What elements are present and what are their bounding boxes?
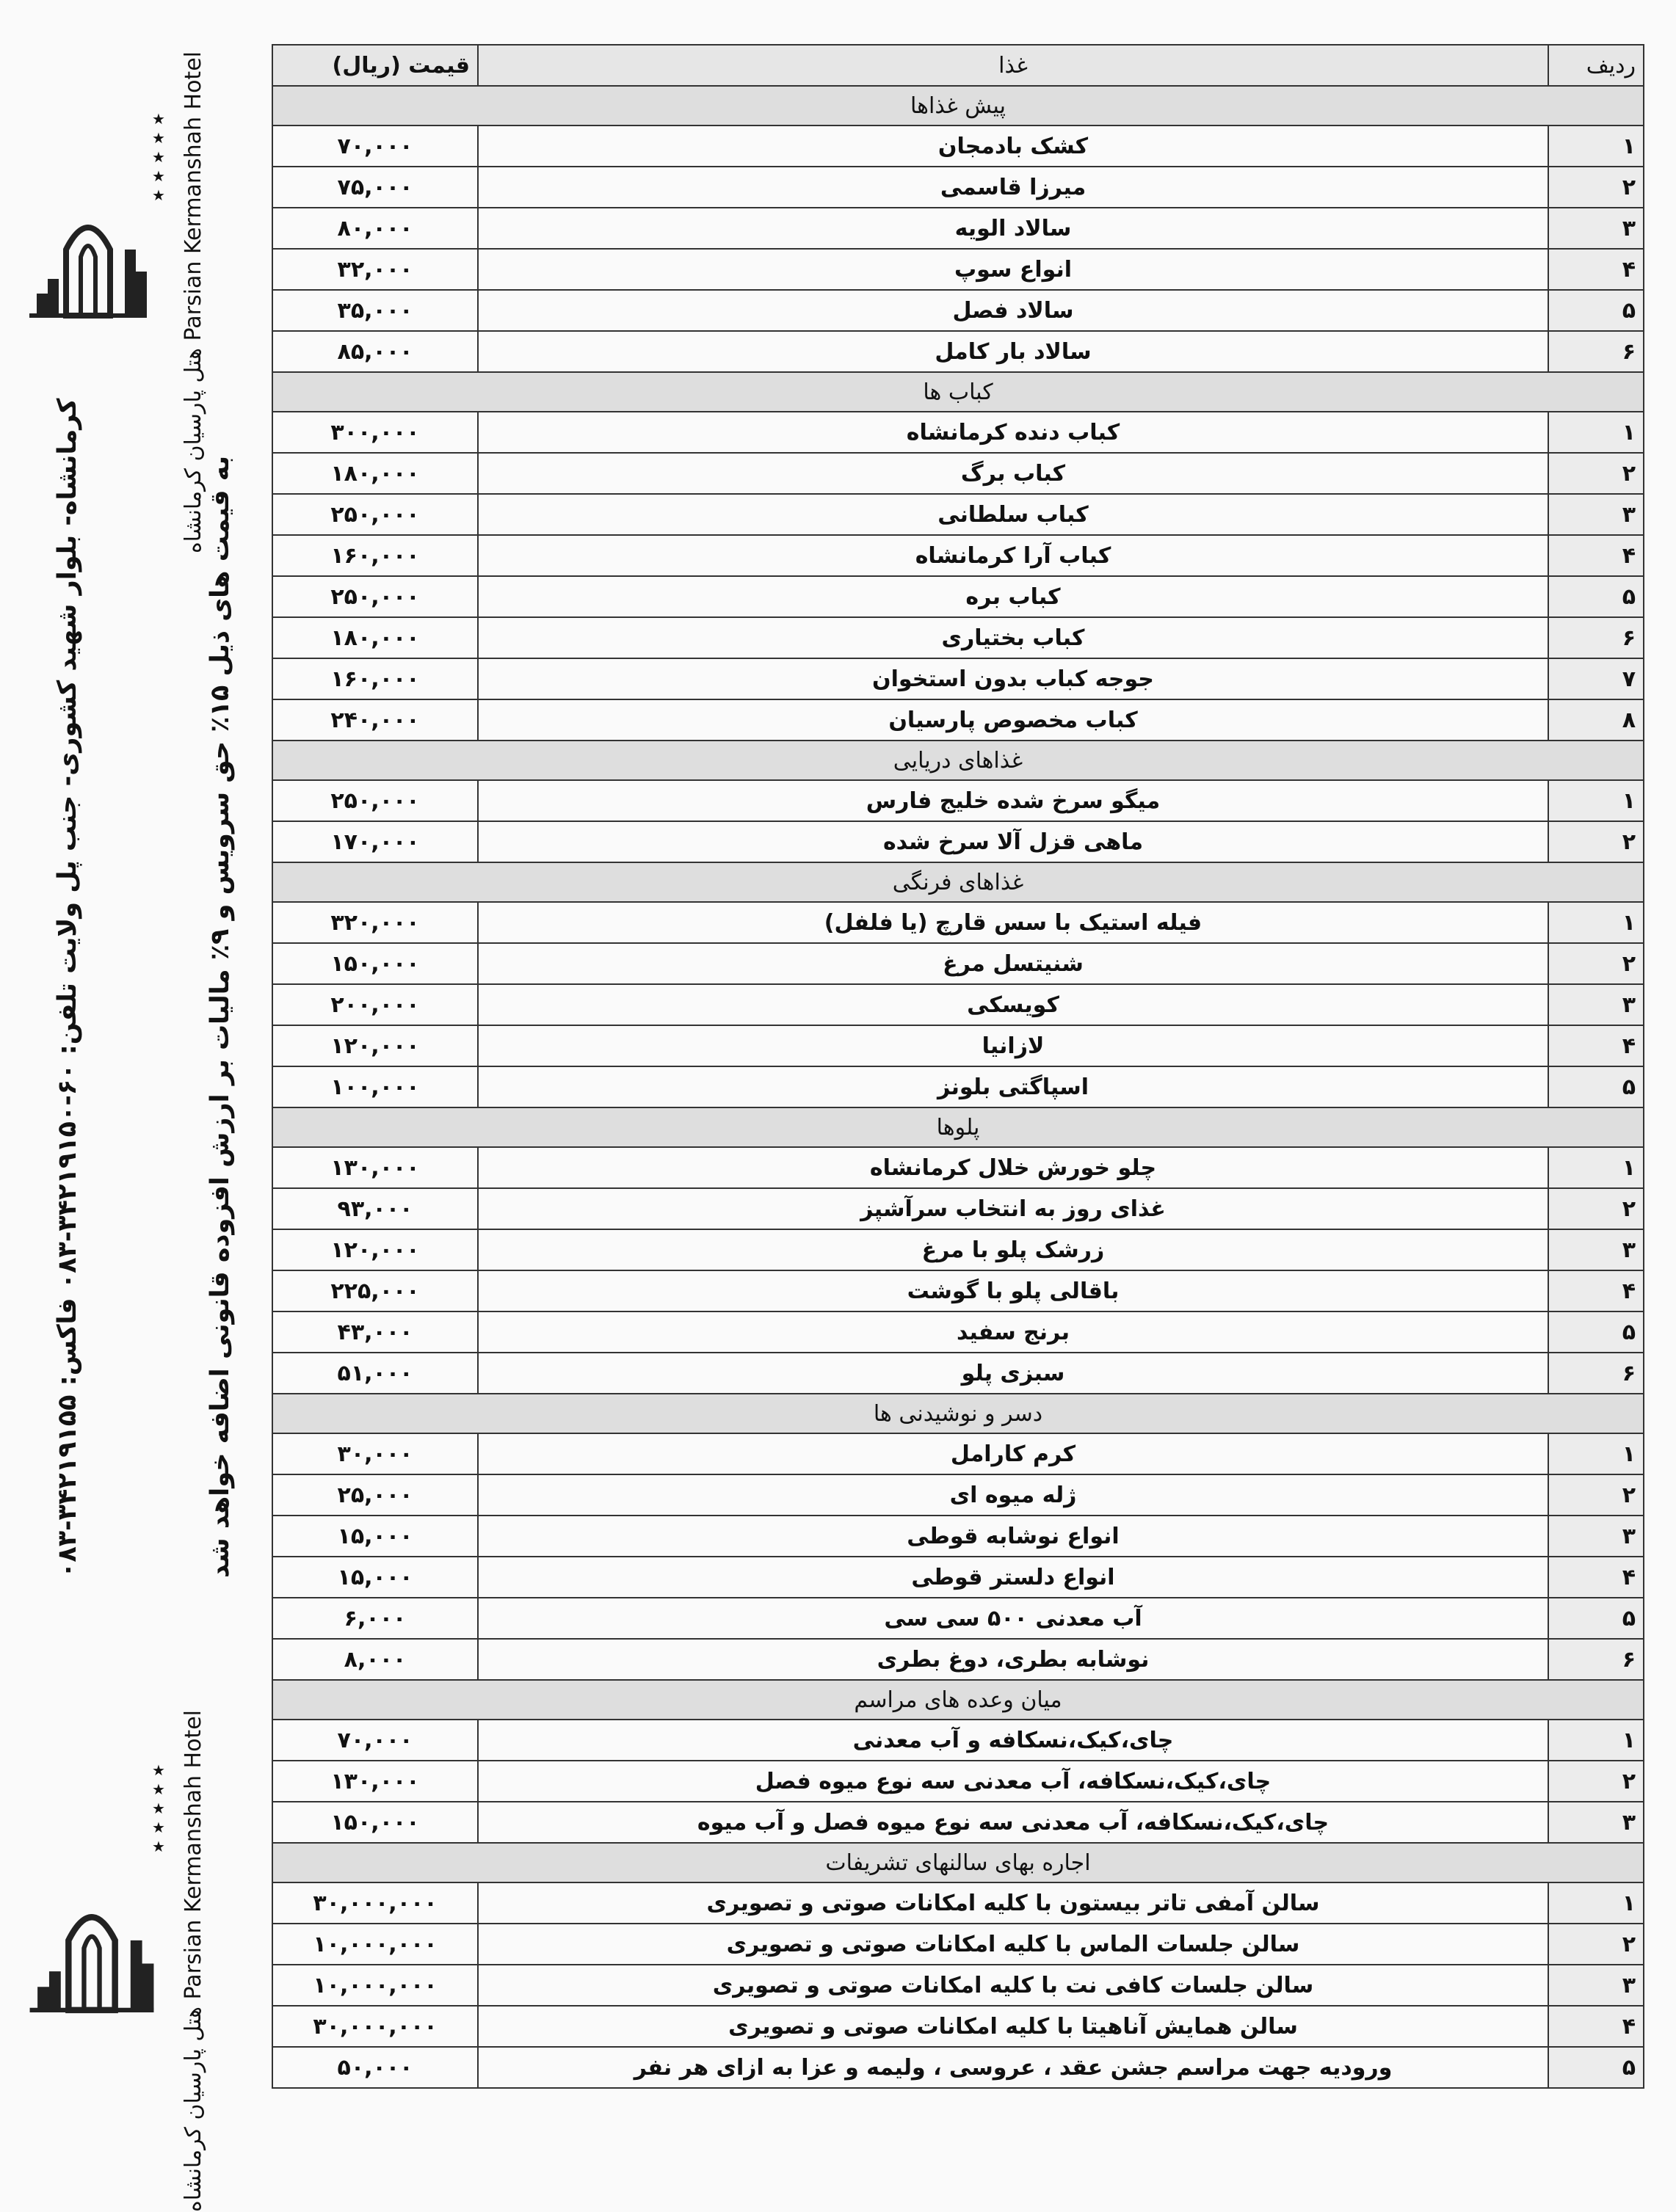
item-name: جوجه کباب بدون استخوان <box>478 658 1548 699</box>
item-number: ۱ <box>1548 902 1644 943</box>
menu-item-row <box>272 984 1644 1025</box>
item-number: ۲ <box>1548 821 1644 862</box>
item-price: ۱۵,۰۰۰ <box>272 1516 478 1557</box>
section-header-row <box>272 741 1644 780</box>
item-price: ۳۰,۰۰۰,۰۰۰ <box>272 2006 478 2047</box>
item-price: ۲۵۰,۰۰۰ <box>272 494 478 535</box>
menu-item-row <box>272 412 1644 453</box>
item-name: اسپاگتی بلونز <box>478 1066 1548 1107</box>
section-header-row <box>272 1394 1644 1433</box>
item-price: ۱۶۰,۰۰۰ <box>272 535 478 576</box>
item-name: سالن آمفی تاتر بیستون با کلیه امکانات صوتی و تصویری <box>478 1882 1548 1924</box>
section-title: پیش غذاها <box>272 86 1644 125</box>
item-number: ۴ <box>1548 1557 1644 1598</box>
menu-item-row <box>272 1761 1644 1802</box>
item-number: ۱ <box>1548 1433 1644 1474</box>
menu-item-row <box>272 1229 1644 1270</box>
menu-item-row <box>272 1025 1644 1066</box>
item-price: ۱۰,۰۰۰,۰۰۰ <box>272 1965 478 2006</box>
logo-brand-text: هتل پارسیان کرمانشاه Parsian Kermanshah Hotel <box>181 1710 206 2212</box>
section-title: کباب ها <box>272 372 1644 412</box>
item-name: باقالی پلو با گوشت <box>478 1270 1548 1311</box>
item-price: ۱۳۰,۰۰۰ <box>272 1147 478 1188</box>
item-number: ۱ <box>1548 1720 1644 1761</box>
section-title: پلوها <box>272 1107 1644 1147</box>
item-number: ۳ <box>1548 494 1644 535</box>
item-price: ۸۵,۰۰۰ <box>272 331 478 372</box>
menu-item-row <box>272 1802 1644 1843</box>
item-number: ۶ <box>1548 1353 1644 1394</box>
hotel-logo-bottom <box>22 1710 213 2212</box>
menu-item-row <box>272 453 1644 494</box>
item-name: میرزا قاسمی <box>478 167 1548 208</box>
item-name: ورودیه جهت مراسم جشن عقد ، عروسی ، ولیمه و عزا به ازای هر نفر <box>478 2047 1548 2088</box>
item-price: ۲۲۵,۰۰۰ <box>272 1270 478 1311</box>
item-price: ۱۵۰,۰۰۰ <box>272 1802 478 1843</box>
item-name: سالاد فصل <box>478 290 1548 331</box>
item-name: آب معدنی ۵۰۰ سی سی <box>478 1598 1548 1639</box>
item-name: سبزی پلو <box>478 1353 1548 1394</box>
item-price: ۱۲۰,۰۰۰ <box>272 1025 478 1066</box>
menu-body <box>272 86 1644 2088</box>
item-number: ۱ <box>1548 125 1644 167</box>
menu-item-row <box>272 2047 1644 2088</box>
section-header-row <box>272 1107 1644 1147</box>
item-price: ۸۰,۰۰۰ <box>272 208 478 249</box>
item-number: ۴ <box>1548 2006 1644 2047</box>
item-name: چای،کیک،نسکافه، آب معدنی سه نوع میوه فصل <box>478 1761 1548 1802</box>
menu-item-row <box>272 902 1644 943</box>
item-number: ۲ <box>1548 453 1644 494</box>
item-number: ۲ <box>1548 1188 1644 1229</box>
section-header-row <box>272 372 1644 412</box>
item-name: نوشابه بطری، دوغ بطری <box>478 1639 1548 1680</box>
section-header-row <box>272 86 1644 125</box>
item-number: ۵ <box>1548 1311 1644 1353</box>
item-price: ۷۵,۰۰۰ <box>272 167 478 208</box>
item-number: ۳ <box>1548 208 1644 249</box>
item-number: ۵ <box>1548 1066 1644 1107</box>
section-title: میان وعده های مراسم <box>272 1680 1644 1720</box>
item-price: ۱۰۰,۰۰۰ <box>272 1066 478 1107</box>
item-price: ۸,۰۰۰ <box>272 1639 478 1680</box>
item-number: ۶ <box>1548 331 1644 372</box>
menu-item-row <box>272 943 1644 984</box>
item-number: ۸ <box>1548 699 1644 741</box>
item-number: ۶ <box>1548 1639 1644 1680</box>
item-price: ۱۸۰,۰۰۰ <box>272 617 478 658</box>
menu-item-row <box>272 1270 1644 1311</box>
menu-item-row <box>272 1433 1644 1474</box>
item-name: کباب سلطانی <box>478 494 1548 535</box>
item-name: سالن جلسات الماس با کلیه امکانات صوتی و تصویری <box>478 1924 1548 1965</box>
section-title: اجاره بهای سالنهای تشریفات <box>272 1843 1644 1882</box>
item-name: کباب دنده کرمانشاه <box>478 412 1548 453</box>
menu-item-row <box>272 2006 1644 2047</box>
item-name: زرشک پلو با مرغ <box>478 1229 1548 1270</box>
item-name: لازانیا <box>478 1025 1548 1066</box>
item-number: ۳ <box>1548 984 1644 1025</box>
item-name: کرم کارامل <box>478 1433 1548 1474</box>
item-name: سالاد الویه <box>478 208 1548 249</box>
item-number: ۱ <box>1548 412 1644 453</box>
menu-item-row <box>272 1924 1644 1965</box>
item-number: ۵ <box>1548 290 1644 331</box>
item-price: ۱۰,۰۰۰,۰۰۰ <box>272 1924 478 1965</box>
menu-item-row <box>272 1882 1644 1924</box>
item-price: ۳۵,۰۰۰ <box>272 290 478 331</box>
item-number: ۳ <box>1548 1802 1644 1843</box>
building-emblem-icon <box>22 1893 162 2018</box>
item-price: ۲۵۰,۰۰۰ <box>272 576 478 617</box>
menu-item-row <box>272 249 1644 290</box>
item-price: ۴۳,۰۰۰ <box>272 1311 478 1353</box>
menu-item-row <box>272 535 1644 576</box>
menu-item-row <box>272 780 1644 821</box>
item-number: ۲ <box>1548 1761 1644 1802</box>
menu-item-row <box>272 617 1644 658</box>
section-title: غذاهای دریایی <box>272 741 1644 780</box>
item-number: ۲ <box>1548 1474 1644 1516</box>
item-number: ۵ <box>1548 576 1644 617</box>
menu-table <box>272 44 1644 2089</box>
item-price: ۳۰,۰۰۰,۰۰۰ <box>272 1882 478 1924</box>
item-name: کشک بادمجان <box>478 125 1548 167</box>
item-price: ۱۵,۰۰۰ <box>272 1557 478 1598</box>
hotel-logo-top <box>22 51 213 554</box>
item-name: چای،کیک،نسکافه، آب معدنی سه نوع میوه فصل و آب میوه <box>478 1802 1548 1843</box>
item-price: ۱۵۰,۰۰۰ <box>272 943 478 984</box>
item-name: فیله استیک با سس قارچ (یا فلفل) <box>478 902 1548 943</box>
item-name: سالن جلسات کافی نت با کلیه امکانات صوتی و تصویری <box>478 1965 1548 2006</box>
item-number: ۳ <box>1548 1516 1644 1557</box>
item-name: سالن همایش آناهیتا با کلیه امکانات صوتی و تصویری <box>478 2006 1548 2047</box>
item-name: غذای روز به انتخاب سرآشپز <box>478 1188 1548 1229</box>
item-number: ۲ <box>1548 167 1644 208</box>
item-number: ۲ <box>1548 943 1644 984</box>
item-name: انواع نوشابه قوطی <box>478 1516 1548 1557</box>
item-number: ۵ <box>1548 2047 1644 2088</box>
item-price: ۳۰,۰۰۰ <box>272 1433 478 1474</box>
section-title: دسر و نوشیدنی ها <box>272 1394 1644 1433</box>
menu-item-row <box>272 1557 1644 1598</box>
menu-item-row <box>272 331 1644 372</box>
item-name: کباب برگ <box>478 453 1548 494</box>
item-number: ۴ <box>1548 1270 1644 1311</box>
header-food: غذا <box>478 45 1548 86</box>
item-name: کباب مخصوص پارسیان <box>478 699 1548 741</box>
item-number: ۱ <box>1548 1882 1644 1924</box>
item-name: میگو سرخ شده خلیج فارس <box>478 780 1548 821</box>
item-price: ۱۲۰,۰۰۰ <box>272 1229 478 1270</box>
logo-stars: ★★★★★ <box>150 110 167 205</box>
item-name: کباب آرا کرمانشاه <box>478 535 1548 576</box>
building-emblem-icon <box>22 205 154 323</box>
item-number: ۷ <box>1548 658 1644 699</box>
menu-item-row <box>272 1598 1644 1639</box>
item-number: ۵ <box>1548 1598 1644 1639</box>
item-price: ۳۲۰,۰۰۰ <box>272 902 478 943</box>
menu-item-row <box>272 167 1644 208</box>
item-price: ۲۴۰,۰۰۰ <box>272 699 478 741</box>
left-margin <box>0 0 272 2212</box>
item-name: چلو خورش خلال کرمانشاه <box>478 1147 1548 1188</box>
item-name: کباب بختیاری <box>478 617 1548 658</box>
menu-item-row <box>272 821 1644 862</box>
item-price: ۷۰,۰۰۰ <box>272 125 478 167</box>
item-number: ۴ <box>1548 535 1644 576</box>
menu-item-row <box>272 290 1644 331</box>
section-header-row <box>272 1843 1644 1882</box>
address-line: کرمانشاه- بلوار شهید کشوری- جنب پل ولایت تلفن: ۶۰-۳۴۲۱۹۱۵۰-۰۸۳ فاکس: ۳۴۲۱۹۱۵۵-۰۸۳ <box>53 398 82 1578</box>
item-price: ۵۱,۰۰۰ <box>272 1353 478 1394</box>
item-number: ۳ <box>1548 1965 1644 2006</box>
menu-item-row <box>272 125 1644 167</box>
item-price: ۲۵۰,۰۰۰ <box>272 780 478 821</box>
item-number: ۶ <box>1548 617 1644 658</box>
logo-brand-text: هتل پارسیان کرمانشاه Parsian Kermanshah Hotel <box>181 51 206 554</box>
item-number: ۱ <box>1548 780 1644 821</box>
menu-header-row <box>272 45 1644 86</box>
menu-item-row <box>272 1188 1644 1229</box>
menu-item-row <box>272 1066 1644 1107</box>
item-price: ۵۰,۰۰۰ <box>272 2047 478 2088</box>
item-name: ماهی قزل آلا سرخ شده <box>478 821 1548 862</box>
item-name: برنج سفید <box>478 1311 1548 1353</box>
header-price: قیمت (ریال) <box>272 45 478 86</box>
section-header-row <box>272 862 1644 902</box>
menu-item-row <box>272 576 1644 617</box>
menu-item-row <box>272 494 1644 535</box>
item-name: انواع سوپ <box>478 249 1548 290</box>
item-name: کویسکی <box>478 984 1548 1025</box>
menu-item-row <box>272 1720 1644 1761</box>
tax-note: به قیمت های ذیل ۱۵٪ حق سرویس و ۹٪ مالیات بر ارزش افزوده قانونی اضافه خواهد شد <box>206 455 235 1578</box>
logo-stars: ★★★★★ <box>150 1761 167 1857</box>
item-number: ۱ <box>1548 1147 1644 1188</box>
item-number: ۲ <box>1548 1924 1644 1965</box>
item-price: ۲۰۰,۰۰۰ <box>272 984 478 1025</box>
item-price: ۱۸۰,۰۰۰ <box>272 453 478 494</box>
header-row-number: ردیف <box>1548 45 1644 86</box>
menu-item-row <box>272 1353 1644 1394</box>
menu-item-row <box>272 658 1644 699</box>
item-price: ۶,۰۰۰ <box>272 1598 478 1639</box>
menu-item-row <box>272 1311 1644 1353</box>
item-price: ۹۳,۰۰۰ <box>272 1188 478 1229</box>
menu-item-row <box>272 1965 1644 2006</box>
section-title: غذاهای فرنگی <box>272 862 1644 902</box>
menu-item-row <box>272 208 1644 249</box>
item-price: ۷۰,۰۰۰ <box>272 1720 478 1761</box>
item-price: ۱۶۰,۰۰۰ <box>272 658 478 699</box>
section-header-row <box>272 1680 1644 1720</box>
item-name: انواع دلستر قوطی <box>478 1557 1548 1598</box>
item-price: ۳۲,۰۰۰ <box>272 249 478 290</box>
item-name: شنیتسل مرغ <box>478 943 1548 984</box>
item-price: ۲۵,۰۰۰ <box>272 1474 478 1516</box>
item-name: سالاد بار کامل <box>478 331 1548 372</box>
item-price: ۱۳۰,۰۰۰ <box>272 1761 478 1802</box>
menu-item-row <box>272 1516 1644 1557</box>
item-number: ۳ <box>1548 1229 1644 1270</box>
menu-item-row <box>272 1639 1644 1680</box>
item-number: ۴ <box>1548 1025 1644 1066</box>
item-price: ۱۷۰,۰۰۰ <box>272 821 478 862</box>
item-name: چای،کیک،نسکافه و آب معدنی <box>478 1720 1548 1761</box>
menu-item-row <box>272 699 1644 741</box>
item-name: کباب بره <box>478 576 1548 617</box>
item-name: ژله میوه ای <box>478 1474 1548 1516</box>
menu-item-row <box>272 1474 1644 1516</box>
menu-item-row <box>272 1147 1644 1188</box>
item-price: ۳۰۰,۰۰۰ <box>272 412 478 453</box>
item-number: ۴ <box>1548 249 1644 290</box>
